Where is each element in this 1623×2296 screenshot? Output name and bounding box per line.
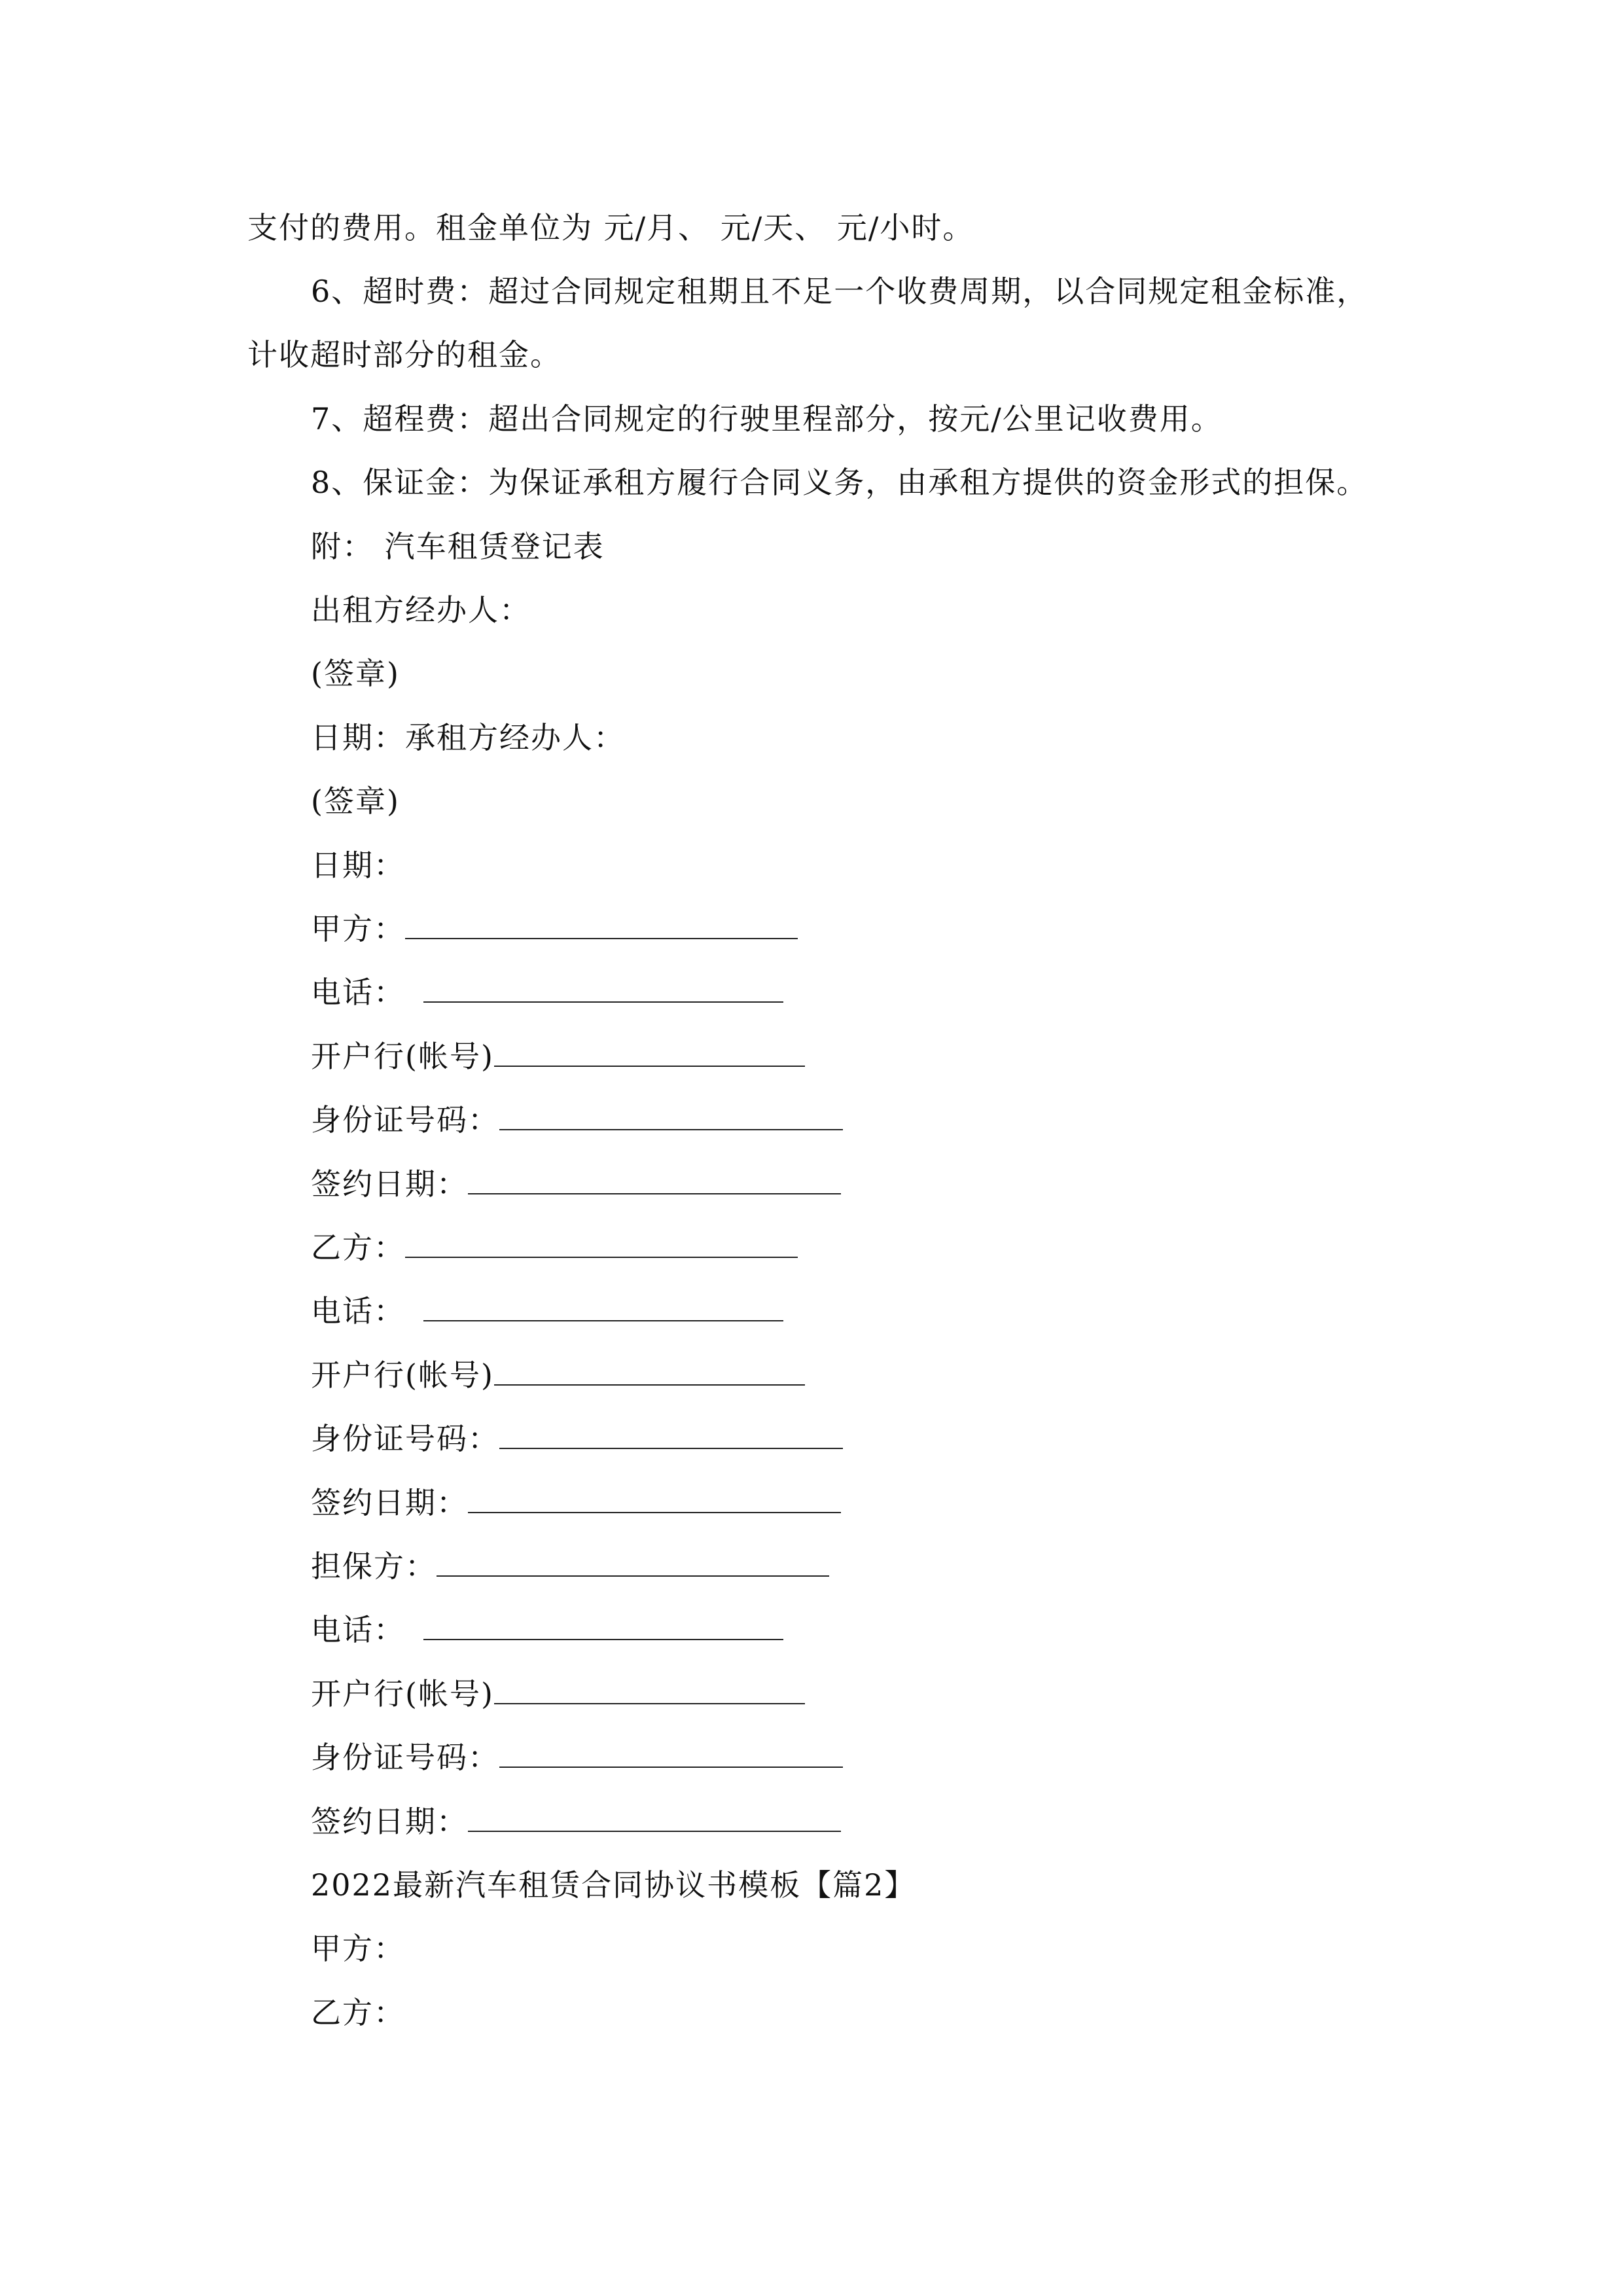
lessor-agent-label: 出租方经办人： bbox=[311, 592, 531, 628]
party-b-id-field bbox=[311, 1419, 843, 1458]
party-b-label: 乙方： bbox=[311, 1230, 405, 1265]
party-b-bank-field bbox=[311, 1355, 805, 1395]
clause-overtime-fee-cont: 计收超时部分的租金。 bbox=[247, 337, 562, 372]
party-b-heading: 乙方： bbox=[311, 1995, 405, 2030]
signature-seal-label: (签章) bbox=[311, 656, 400, 691]
bank-account-blank[interactable] bbox=[494, 1037, 805, 1067]
section-title-part-2: 2022最新汽车租赁合同协议书模板【篇2】 bbox=[311, 1867, 916, 1903]
date-label: 日期： bbox=[311, 848, 405, 883]
party-a-heading: 甲方： bbox=[311, 1931, 405, 1966]
signature-seal-label-2: (签章) bbox=[311, 783, 400, 819]
bank-account-blank[interactable] bbox=[494, 1674, 805, 1704]
id-number-label: 身份证号码： bbox=[311, 1102, 499, 1138]
phone-label: 电话： bbox=[311, 1612, 405, 1647]
guarantor-blank[interactable] bbox=[437, 1547, 829, 1577]
party-a-sign-date-field bbox=[311, 1164, 841, 1204]
sign-date-blank[interactable] bbox=[468, 1164, 841, 1194]
id-number-label: 身份证号码： bbox=[311, 1421, 499, 1456]
clause-overdistance-fee: 7、超程费：超出合同规定的行驶里程部分，按元/公里记收费用。 bbox=[311, 401, 1222, 437]
date-lessee-agent-label: 日期：承租方经办人： bbox=[311, 720, 625, 755]
party-a-label: 甲方： bbox=[311, 911, 405, 946]
clause-overtime-fee: 6、超时费：超过合同规定租期且不足一个收费周期，以合同规定租金标准， bbox=[311, 274, 1368, 309]
guarantor-sign-date-field bbox=[311, 1802, 841, 1841]
party-b-phone-field bbox=[311, 1291, 783, 1331]
bank-account-blank[interactable] bbox=[494, 1355, 805, 1386]
phone-label: 电话： bbox=[311, 975, 405, 1010]
sign-date-label: 签约日期： bbox=[311, 1804, 468, 1839]
id-number-blank[interactable] bbox=[499, 1738, 843, 1768]
id-number-blank[interactable] bbox=[499, 1419, 843, 1449]
party-a-blank[interactable] bbox=[405, 909, 798, 939]
paragraph-rent-unit: 支付的费用。租金单位为 元/月、 元/天、 元/小时。 bbox=[247, 210, 974, 245]
phone-label: 电话： bbox=[311, 1293, 405, 1329]
guarantor-id-field bbox=[311, 1738, 843, 1777]
sign-date-blank[interactable] bbox=[468, 1483, 841, 1513]
party-a-phone-field bbox=[311, 973, 783, 1012]
guarantor-bank-field bbox=[311, 1674, 805, 1713]
phone-blank[interactable] bbox=[423, 1610, 783, 1640]
sign-date-label: 签约日期： bbox=[311, 1485, 468, 1520]
party-b-sign-date-field bbox=[311, 1483, 841, 1522]
sign-date-blank[interactable] bbox=[468, 1802, 841, 1832]
bank-account-label: 开户行(帐号) bbox=[311, 1357, 494, 1393]
guarantor-label: 担保方： bbox=[311, 1549, 437, 1584]
id-number-label: 身份证号码： bbox=[311, 1740, 499, 1775]
attachment-title: 附： 汽车租赁登记表 bbox=[311, 529, 605, 564]
party-b-blank[interactable] bbox=[405, 1228, 798, 1258]
guarantor-field bbox=[311, 1547, 829, 1586]
id-number-blank[interactable] bbox=[499, 1100, 843, 1130]
bank-account-label: 开户行(帐号) bbox=[311, 1039, 494, 1074]
phone-blank[interactable] bbox=[423, 973, 783, 1003]
guarantor-phone-field bbox=[311, 1610, 783, 1649]
party-b-field bbox=[311, 1228, 798, 1267]
phone-blank[interactable] bbox=[423, 1291, 783, 1321]
sign-date-label: 签约日期： bbox=[311, 1166, 468, 1202]
party-a-bank-field bbox=[311, 1037, 805, 1076]
bank-account-label: 开户行(帐号) bbox=[311, 1676, 494, 1712]
party-a-id-field bbox=[311, 1100, 843, 1139]
clause-deposit: 8、保证金：为保证承租方履行合同义务，由承租方提供的资金形式的担保。 bbox=[311, 465, 1368, 500]
party-a-field bbox=[311, 909, 798, 948]
